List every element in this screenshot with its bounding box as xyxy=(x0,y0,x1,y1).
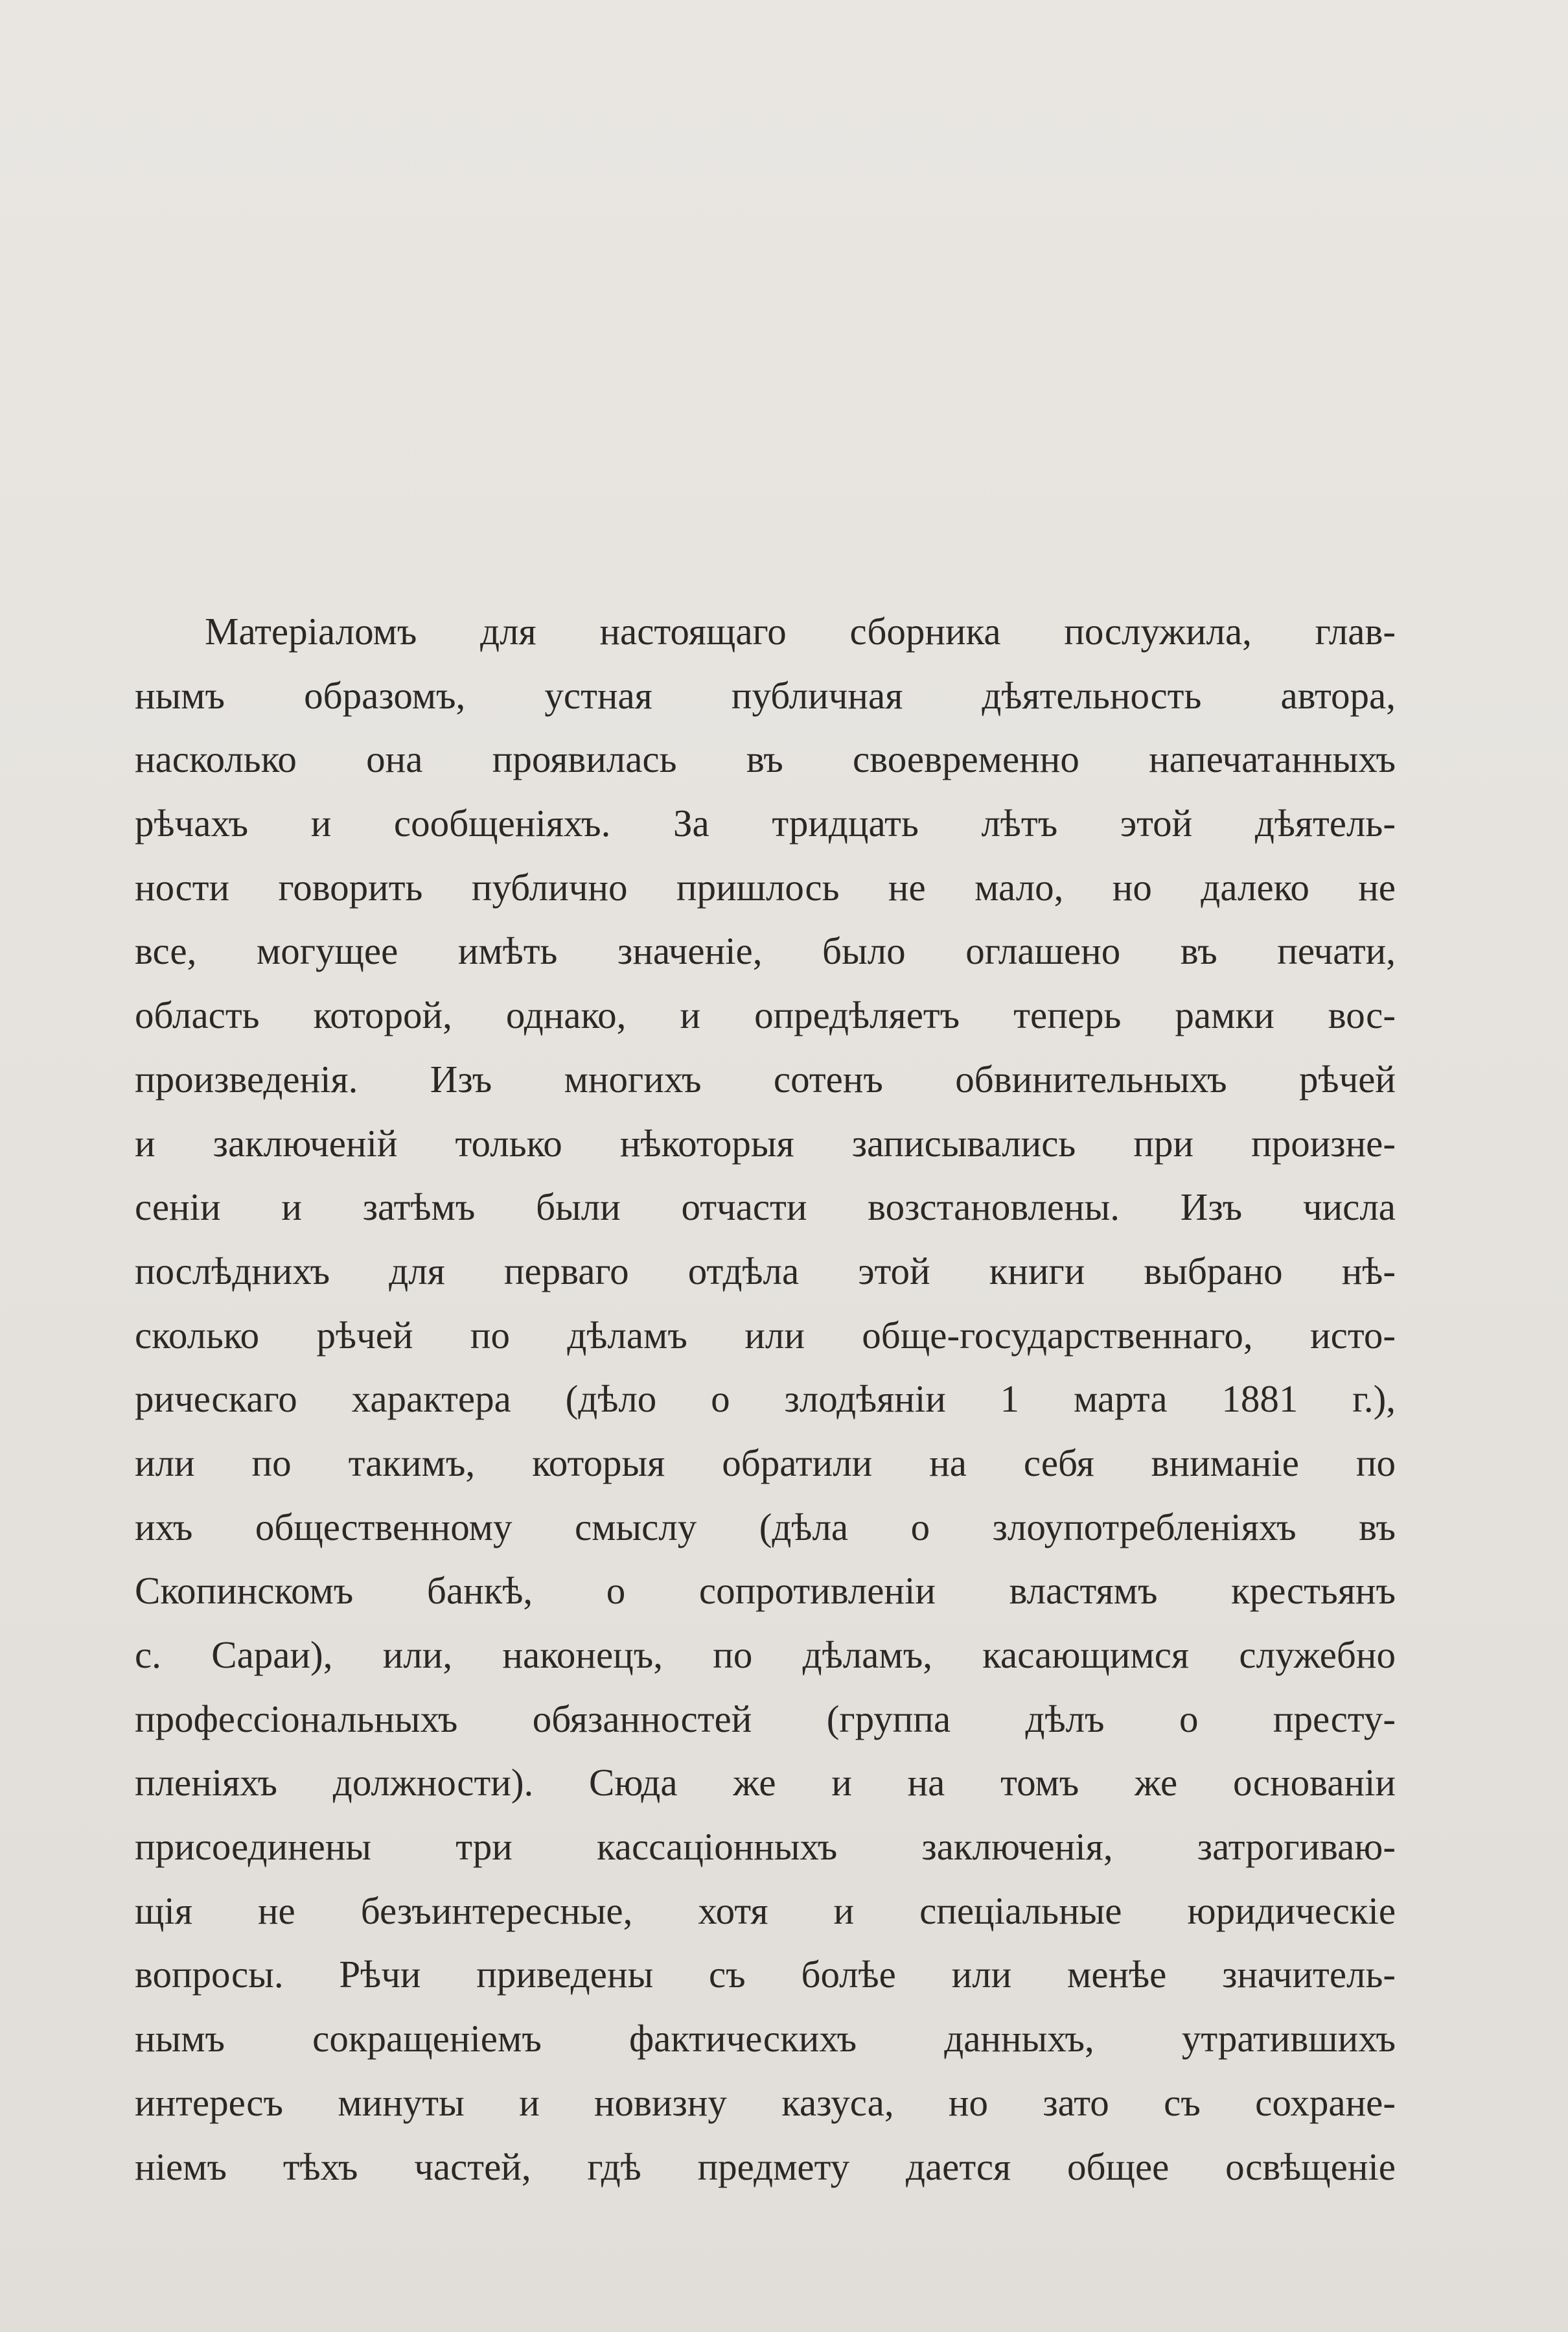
text-line: нымъ сокращеніемъ фактическихъ данныхъ, утратившихъ xyxy=(135,2017,1396,2060)
text-line: рическаго характера (дѣло о злодѣяніи 1 марта 1881 г.), xyxy=(135,1377,1396,1421)
text-line: щія не безъинтересные, хотя и спеціальные юридическіе xyxy=(135,1889,1396,1932)
text-line: Матеріаломъ для настоящаго сборника послужила, глав- xyxy=(205,610,1396,653)
text-line: рѣчахъ и сообщеніяхъ. За тридцать лѣтъ этой дѣятель- xyxy=(135,802,1396,845)
text-line: нымъ образомъ, устная публичная дѣятельность автора, xyxy=(135,673,1396,717)
text-line: ніемъ тѣхъ частей, гдѣ предмету дается общее освѣщеніе xyxy=(135,2145,1396,2188)
text-line: пленіяхъ должности). Сюда же и на томъ же основаніи xyxy=(135,1761,1396,1804)
text-line: сеніи и затѣмъ были отчасти возстановлены. Изъ числа xyxy=(135,1185,1396,1229)
text-line: вопросы. Рѣчи приведены съ болѣе или менѣе значитель- xyxy=(135,1953,1396,1996)
text-line: послѣднихъ для перваго отдѣла этой книги выбрано нѣ- xyxy=(135,1249,1396,1292)
text-line: Скопинскомъ банкѣ, о сопротивленіи властямъ крестьянъ xyxy=(135,1569,1396,1613)
text-line: область которой, однако, и опредѣляетъ теперь рамки вос- xyxy=(135,994,1396,1037)
text-line: или по такимъ, которыя обратили на себя вниманіе по xyxy=(135,1441,1396,1484)
body-text xyxy=(135,600,1396,2198)
text-line: насколько она проявилась въ своевременно напечатанныхъ xyxy=(135,738,1396,781)
text-line: ности говорить публично пришлось не мало, но далеко не xyxy=(135,865,1396,909)
text-line: и заключеній только нѣкоторыя записывались при произне- xyxy=(135,1121,1396,1165)
text-line: профессіональныхъ обязанностей (группа дѣлъ о престу- xyxy=(135,1697,1396,1740)
text-line: интересъ минуты и новизну казуса, но зато съ сохране- xyxy=(135,2081,1396,2124)
text-line: присоединены три кассаціонныхъ заключенія, затрогиваю- xyxy=(135,1825,1396,1869)
text-line: ихъ общественному смыслу (дѣла о злоупотребленіяхъ въ xyxy=(135,1505,1396,1548)
text-line: произведенія. Изъ многихъ сотенъ обвинительныхъ рѣчей xyxy=(135,1057,1396,1101)
text-line: сколько рѣчей по дѣламъ или обще-государственнаго, исто- xyxy=(135,1313,1396,1357)
text-line: с. Сараи), или, наконецъ, по дѣламъ, касающимся служебно xyxy=(135,1633,1396,1676)
text-line: все, могущее имѣть значеніе, было оглашено въ печати, xyxy=(135,929,1396,973)
